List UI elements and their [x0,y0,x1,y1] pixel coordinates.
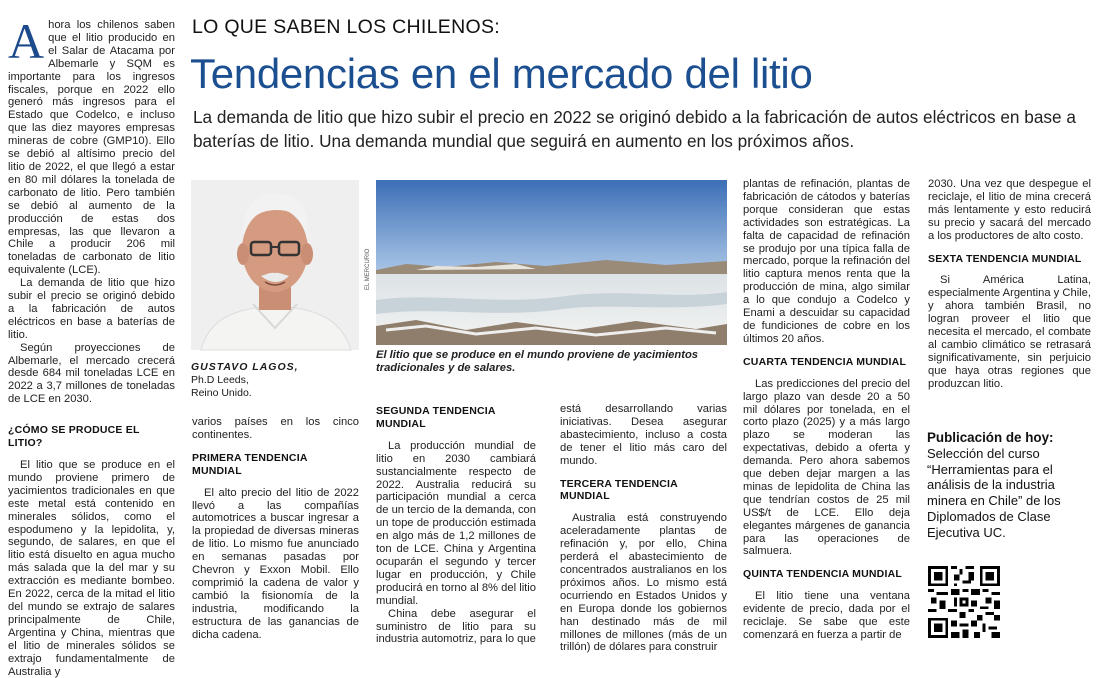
paragraph: El alto precio del litio de 2022 llevó a las compañías automotrices a buscar ingresar a la propiedad de diversas mineras de litio. Lo mismo fue anunciado en semanas pasadas por Chevron y Exxon Mobil. Ello comprimió la cadena de valor y cambió la fisionomía de la industria, modificando la estructura de las ganancias de dicha cadena. [192,486,359,641]
paragraph: El litio que se produce en el mundo proviene primero de yacimientos tradicionales en que este metal está contenido en minerales sólidos, como el espodumeno y la lepidolita, y, segundo, de salares, en que el litio está disuelto en agua mucho más salada que la del mar y su extracción es mediante bombeo. En 2022, cerca de la mitad el litio del mundo se extrajo de salares principalmente de Chile, Argentina y China, mientras que el litio de minerales sólidos se extrajo fundamentalmente de Australia y [8,459,175,678]
photo-caption: El litio que se produce en el mundo proviene de yacimientos tradicionales y de salares. [376,349,699,375]
article-column-4 [560,403,727,654]
section-heading: QUINTA TENDENCIA MUNDIAL [743,568,902,581]
promo-box [927,430,1092,541]
author-location: Reino Unido. [191,387,252,399]
paragraph: está desarrollando varias iniciativas. Desea asegurar abastecimiento, incluso a costa de tener el litio más caro del mundo. [560,403,727,467]
salt-flat-illustration [376,180,727,345]
section-heading: PRIMERA TENDENCIA MUNDIAL [192,451,308,477]
section-heading: SEGUNDA TENDENCIA MUNDIAL [376,405,496,430]
paragraph: Si América Latina, especialmente Argentina y Chile, y ahora también Brasil, no logran proveer el litio que necesita el mercado, el combate al cambio climático se retrasará significativamente, sin perjuicio que haya otras regiones que produzcan litio. [928,274,1091,390]
paragraph: 2030. Una vez que despegue el reciclaje, el litio de mina crecerá más lentamente y esto reducirá su precio y sacará del mercado a los productores de alto costo. [928,178,1091,242]
intro-text: hora los chilenos saben que el litio producido en el Salar de Atacama por Albemarle y SQM es importante para los ingresos fiscales, porque en 2022 ello generó más ingresos para el Estado que Codelco, e incluso que las diez mayores empresas mineras de cobre (GMP10). Ello se debió al altísimo precio del litio de 2022, el que llegó a estar en 80 mil dólares la tonelada de carbonato de litio. Pero también se debió al aumento de la producción de estas dos empresas, las que llevaron a Chile a producir 206 mil toneladas de carbonato de litio equivalente (LCE). [8,19,175,277]
paragraph: Según proyecciones de Albemarle, el mercado crecerá desde 684 mil toneladas LCE en 2022 a 3,7 millones de toneladas de LCE en 2030. [8,341,175,406]
paragraph: Australia está construyendo aceleradamente plantas de refinación y, por ello, China perderá el abastecimiento de concentrados australianos en los próximos años. Lo mismo está ocurriendo en Estados Unidos y en Europa donde los gobiernos han destinado más de mil millones de millones (más de un trillón) de dólares para construir [560,512,727,654]
section-heading: TERCERA TENDENCIA MUNDIAL [560,477,678,503]
drop-cap: A [8,13,45,69]
photo-credit: EL MERCURIO [365,248,371,290]
article-column-2 [192,416,359,642]
paragraph: Las predicciones del precio del largo plazo van desde 20 a 50 mil dólares por tonelada, en el corto plazo (2025) y a más largo plazo se moderan las expectativas, debido a oferta y demanda. Pero ahora sabemos que deben dejar margen a las minas de lepidolita de China las que tendrían costos de 25 mil US$/t de LCE. Ello deja elegantes márgenes de ganancia para las operaciones de salmuera. [743,377,910,558]
paragraph: El litio tiene una ventana evidente de precio, dada por el reciclaje. Se sabe que este comenzará en fuerza a partir de [743,590,910,641]
salt-flat-photo [376,180,727,345]
qr-code-icon[interactable] [928,566,1000,638]
author-portrait-illustration [191,180,359,350]
section-heading: CUARTA TENDENCIA MUNDIAL [743,355,907,368]
promo-title: Publicación de hoy: [927,430,1054,445]
article-column-3 [376,395,536,646]
headline: Tendencias en el mercado del litio [190,50,813,97]
article-column-6 [928,178,1091,391]
author-photo [191,180,359,350]
article-column-1 [8,13,175,678]
article-column-5 [743,178,910,642]
intro-paragraph [8,13,175,277]
section-heading: SEXTA TENDENCIA MUNDIAL [928,252,1082,265]
promo-body: Selección del curso “Herramientas para el análisis de la industria minera en Chile” de los Diplomados de Clase Ejecutiva UC. [927,445,1061,540]
author-caption [191,361,299,400]
kicker: LO QUE SABEN LOS CHILENOS: [192,16,500,38]
paragraph: La demanda de litio que hizo subir el precio se originó debido a la fabricación de autos eléctricos en base a baterías de litio. [8,277,175,341]
paragraph: varios países en los cinco continentes. [192,416,359,441]
paragraph: China debe asegurar el suministro de litio para su industria automotriz, para lo que [376,607,536,646]
paragraph: plantas de refinación, plantas de fabricación de cátodos y baterías porque consideran que estas actividades son estratégicas. La falta de capacidad de refinación se produjo por una típica falla de mercado, porque la refinación del litio captura menos renta que la producción de mina, algo similar a lo que condujo a Codelco y Enami a descuidar su capacidad de fundiciones de cobre en los últimos 20 años. [743,178,910,345]
deck: La demanda de litio que hizo subir el precio en 2022 se originó debido a la fabricación de autos eléctricos en base a baterías de litio. Una demanda mundial que seguirá en aumento en los próximos años. [193,107,1076,151]
paragraph: La producción mundial de litio en 2030 cambiará sustancialmente respecto de 2022. Australia reducirá su participación mundial a cerca de un tercio de la demanda, con un tope de producción estimada en algo más de 1,2 millones de ton de LCE. China y Argentina ocuparán el segundo y tercer lugar en producción, y Chile producirá en torno al 8% del litio mundial. [376,439,536,607]
section-heading: ¿CÓMO SE PRODUCE EL LITIO? [8,424,140,450]
author-credential: Ph.D Leeds, [191,374,249,386]
author-name: GUSTAVO LAGOS, [191,361,299,373]
